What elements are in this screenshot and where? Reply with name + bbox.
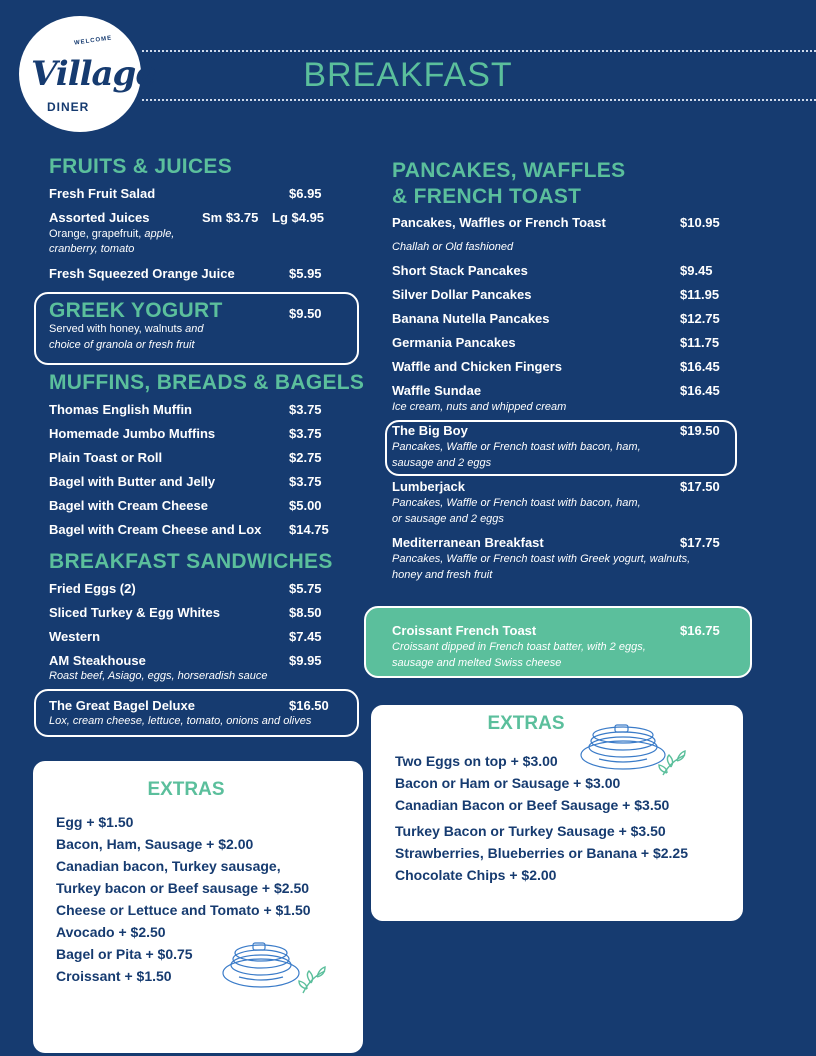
menu-item-price: $9.50 — [289, 306, 322, 321]
menu-item-name: Bagel with Cream Cheese and Lox — [49, 522, 262, 537]
section-title-yogurt: GREEK YOGURT — [49, 299, 223, 322]
menu-item-desc: choice of granola or fresh fruit — [49, 339, 195, 351]
menu-item-name: The Big Boy — [392, 423, 468, 438]
menu-item-name: Banana Nutella Pancakes — [392, 311, 550, 326]
menu-item-price: $5.00 — [289, 498, 322, 513]
extra-item: Croissant + $1.50 — [56, 968, 172, 984]
menu-item-desc: Lox, cream cheese, lettuce, tomato, onions and olives — [49, 715, 312, 727]
extra-item: Canadian bacon, Turkey sausage, — [56, 858, 281, 874]
menu-item-price: $10.95 — [680, 215, 720, 230]
menu-item-name: Homemade Jumbo Muffins — [49, 426, 216, 441]
extra-item: Canadian Bacon or Beef Sausage + $3.50 — [395, 797, 670, 813]
menu-item-name: Western — [49, 629, 101, 644]
extra-item: Chocolate Chips + $2.00 — [395, 867, 557, 883]
extra-item: Bacon, Ham, Sausage + $2.00 — [56, 836, 254, 852]
menu-item-price: $3.75 — [289, 474, 322, 489]
extra-item: Turkey Bacon or Turkey Sausage + $3.50 — [395, 823, 666, 839]
menu-item-name: Short Stack Pancakes — [392, 263, 528, 278]
extra-item: Avocado + $2.50 — [56, 924, 166, 940]
menu-item-desc: cranberry, tomato — [49, 243, 135, 255]
menu-item-price: $2.75 — [289, 450, 322, 465]
page-title: BREAKFAST — [303, 56, 513, 94]
menu-item-name: Fresh Squeezed Orange Juice — [49, 266, 235, 281]
logo-village: Village — [31, 54, 156, 94]
menu-item-price: $3.75 — [289, 402, 322, 417]
menu-item-name: Croissant French Toast — [392, 623, 537, 638]
menu-item-name: Mediterranean Breakfast — [392, 535, 544, 550]
extra-item: Two Eggs on top + $3.00 — [395, 753, 558, 769]
menu-item-name: Bagel with Cream Cheese — [49, 498, 208, 513]
menu-item-price: $5.75 — [289, 581, 322, 596]
menu-item-desc: or sausage and 2 eggs — [392, 513, 504, 525]
menu-item-desc: Challah or Old fashioned — [392, 241, 514, 253]
menu-item-name: The Great Bagel Deluxe — [49, 698, 195, 713]
menu-item-name: Thomas English Muffin — [49, 402, 192, 417]
menu-item-name: Silver Dollar Pancakes — [392, 287, 532, 302]
menu-item-name: Assorted Juices — [49, 210, 150, 225]
extra-item: Strawberries, Blueberries or Banana + $2.25 — [395, 845, 688, 861]
extras-card-left — [33, 761, 363, 1053]
extra-item: Bacon or Ham or Sausage + $3.00 — [395, 775, 621, 791]
menu-item-desc: Croissant dipped in French toast batter, with 2 eggs, — [392, 641, 646, 653]
menu-item-price: $17.75 — [680, 535, 720, 550]
menu-item-price: $16.50 — [289, 698, 329, 713]
menu-item-name: Plain Toast or Roll — [49, 450, 163, 465]
menu-item-desc: Pancakes, Waffle or French toast with bacon, ham, — [392, 497, 641, 509]
desc-part: apple, — [144, 228, 175, 240]
menu-item-price: $7.45 — [289, 629, 322, 644]
menu-item-price: $12.75 — [680, 311, 720, 326]
menu-item-price: $9.95 — [289, 653, 322, 668]
extra-item: Bagel or Pita + $0.75 — [56, 946, 193, 962]
extras-title: EXTRAS — [147, 779, 225, 800]
menu-item-price: $16.45 — [680, 359, 720, 374]
extras-title: EXTRAS — [487, 713, 565, 734]
menu-item-desc: honey and fresh fruit — [392, 569, 493, 581]
pancake-stack-illustration-icon — [577, 715, 713, 783]
menu-item-price: $11.95 — [680, 287, 720, 302]
extra-item: Turkey bacon or Beef sausage + $2.50 — [56, 880, 310, 896]
desc-part: and — [185, 323, 204, 335]
logo-diner: DINER — [47, 100, 90, 114]
section-title-pancakes-1: PANCAKES, WAFFLES — [392, 159, 626, 182]
extra-item: Egg + $1.50 — [56, 814, 134, 830]
menu-item-name: Fried Eggs (2) — [49, 581, 136, 596]
menu-item-name: Waffle and Chicken Fingers — [392, 359, 562, 374]
menu-item-desc: Pancakes, Waffle or French toast with bacon, ham, — [392, 441, 641, 453]
menu-item-desc: Roast beef, Asiago, eggs, horseradish sauce — [49, 670, 268, 682]
logo-welcome: WELCOME — [73, 35, 113, 47]
menu-item-price: $19.50 — [680, 423, 720, 438]
section-title-sandwiches: BREAKFAST SANDWICHES — [49, 550, 333, 573]
menu-item-price: $6.95 — [289, 186, 322, 201]
menu-item-price: $5.95 — [289, 266, 322, 281]
menu-item-price-small: Sm $3.75 — [202, 210, 259, 225]
menu-item-desc: Pancakes, Waffle or French toast with Greek yogurt, walnuts, — [392, 553, 691, 565]
menu-item-name: Waffle Sundae — [392, 383, 482, 398]
header-divider-bottom — [142, 99, 816, 101]
extras-card-right — [371, 705, 743, 921]
menu-item-name: Fresh Fruit Salad — [49, 186, 156, 201]
desc-part: Orange, grapefruit, — [49, 228, 145, 240]
menu-item-desc — [49, 227, 174, 242]
menu-item-price: $16.75 — [680, 623, 720, 638]
header-divider-top — [142, 50, 816, 52]
menu-item-name: Germania Pancakes — [392, 335, 516, 350]
menu-item-price: $16.45 — [680, 383, 720, 398]
section-title-fruits: FRUITS & JUICES — [49, 155, 233, 178]
menu-item-price: $11.75 — [680, 335, 720, 350]
menu-item-desc: sausage and melted Swiss cheese — [392, 657, 562, 669]
menu-item-name: Sliced Turkey & Egg Whites — [49, 605, 220, 620]
pancake-stack-illustration-icon — [221, 931, 331, 1001]
menu-item-name: AM Steakhouse — [49, 653, 146, 668]
menu-item-price-large: Lg $4.95 — [272, 210, 325, 225]
menu-item-price: $9.45 — [680, 263, 713, 278]
menu-item-name: Pancakes, Waffles or French Toast — [392, 215, 606, 230]
menu-item-name: Lumberjack — [392, 479, 465, 494]
extra-item: Cheese or Lettuce and Tomato + $1.50 — [56, 902, 311, 918]
menu-item-name: Bagel with Butter and Jelly — [49, 474, 216, 489]
menu-item-price: $3.75 — [289, 426, 322, 441]
section-title-pancakes-2: & FRENCH TOAST — [392, 185, 582, 208]
menu-item-price: $8.50 — [289, 605, 322, 620]
menu-item-desc: sausage and 2 eggs — [392, 457, 492, 469]
menu-item-price: $17.50 — [680, 479, 720, 494]
desc-part: Served with honey, walnuts — [49, 323, 186, 335]
menu-item-price: $14.75 — [289, 522, 329, 537]
menu-item-desc: Ice cream, nuts and whipped cream — [392, 401, 567, 413]
section-title-muffins: MUFFINS, BREADS & BAGELS — [49, 371, 365, 394]
menu-item-desc — [49, 322, 204, 337]
